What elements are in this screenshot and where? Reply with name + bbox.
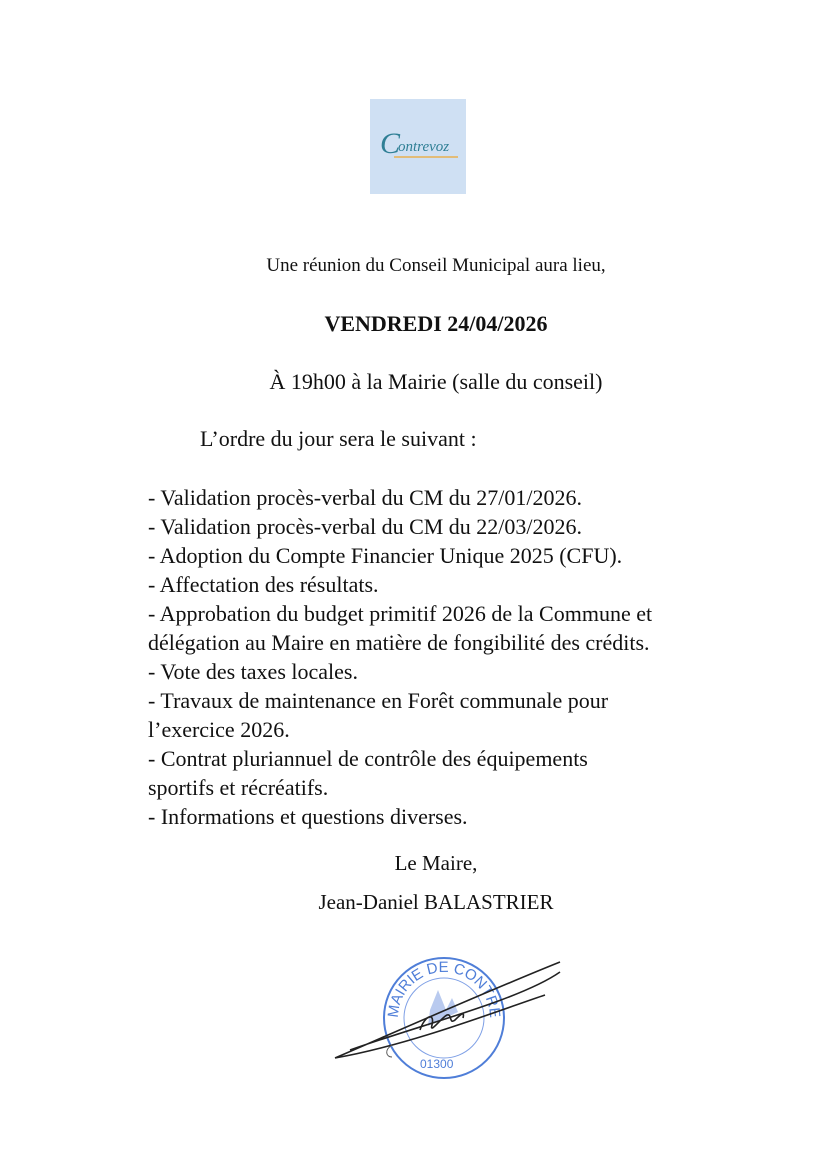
agenda-item: l’exercice 2026.	[148, 717, 290, 742]
agenda-item: sportifs et récréatifs.	[148, 775, 329, 800]
agenda-title: L’ordre du jour sera le suivant :	[200, 426, 477, 451]
agenda-item: - Validation procès-verbal du CM du 27/01/2026.	[148, 485, 583, 510]
agenda-list	[148, 483, 768, 831]
svg-text:C: C	[380, 127, 401, 160]
agenda-item: - Approbation du budget primitif 2026 de la Commune et	[148, 601, 653, 626]
meeting-date: VENDREDI 24/04/2026	[324, 311, 548, 336]
agenda-item: - Contrat pluriannuel de contrôle des équipements	[148, 746, 588, 771]
agenda-item: - Validation procès-verbal du CM du 22/03/2026.	[148, 514, 583, 539]
svg-text:MAIRIE DE CONTREVOZ: MAIRIE DE CONTRE	[384, 958, 504, 1019]
agenda-item: - Informations et questions diverses.	[148, 804, 468, 829]
official-stamp-and-signature	[320, 950, 570, 1080]
svg-text:ontrevoz: ontrevoz	[398, 139, 450, 155]
agenda-item: délégation au Maire en matière de fongibilité des crédits.	[148, 630, 650, 655]
meeting-time-place: À 19h00 à la Mairie (salle du conseil)	[269, 369, 603, 394]
agenda-item: - Vote des taxes locales.	[148, 659, 358, 684]
signatory-title: Le Maire,	[394, 851, 478, 875]
signature-block	[0, 844, 827, 922]
commune-logo	[370, 99, 466, 194]
agenda-item: - Travaux de maintenance en Forêt communale pour	[148, 688, 609, 713]
agenda-item: - Adoption du Compte Financier Unique 2025 (CFU).	[148, 543, 623, 568]
agenda-item: - Affectation des résultats.	[148, 572, 379, 597]
svg-text:01300: 01300	[420, 1057, 454, 1071]
meeting-intro: Une réunion du Conseil Municipal aura lieu,	[266, 255, 606, 276]
signatory-name: Jean-Daniel BALASTRIER	[318, 890, 554, 914]
